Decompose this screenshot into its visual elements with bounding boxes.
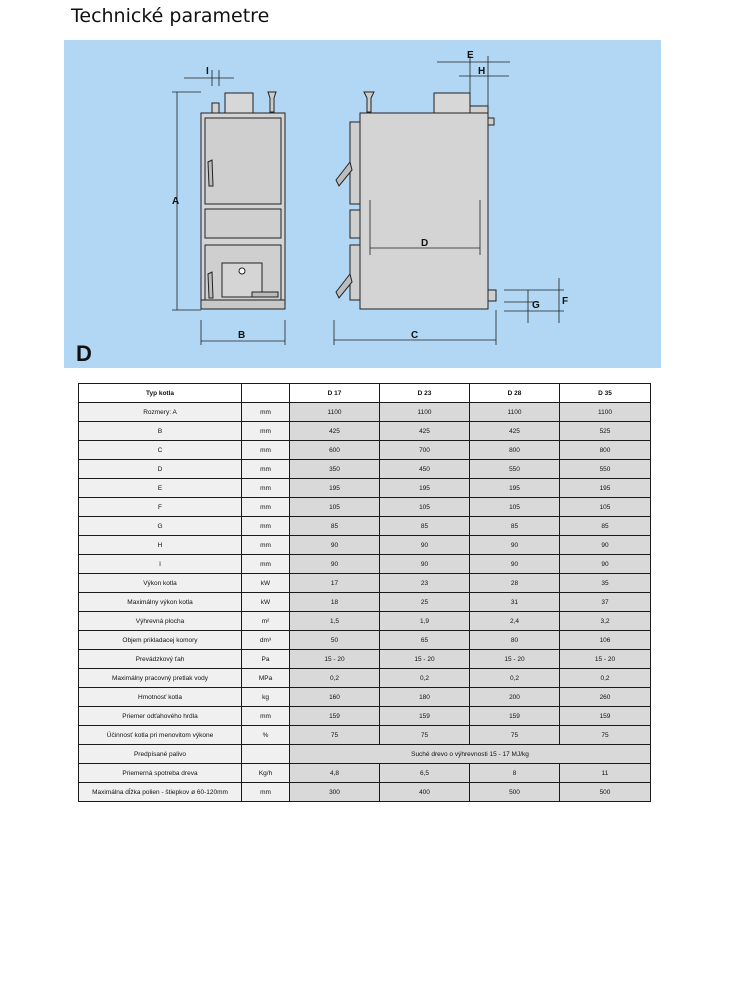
row-value: 90 (290, 536, 380, 555)
table-row (79, 536, 651, 555)
table-row (79, 403, 651, 422)
row-value: 425 (290, 422, 380, 441)
row-label: F (79, 498, 242, 517)
row-value: 1,9 (380, 612, 470, 631)
row-unit: mm (242, 783, 290, 802)
row-value: 85 (470, 517, 560, 536)
row-unit: mm (242, 498, 290, 517)
row-unit: kW (242, 593, 290, 612)
parameters-table (78, 383, 651, 802)
row-value: 18 (290, 593, 380, 612)
row-value: 80 (470, 631, 560, 650)
row-value: 75 (290, 726, 380, 745)
row-value: 90 (290, 555, 380, 574)
dim-e: E (467, 50, 474, 61)
dim-h: H (478, 66, 486, 77)
row-label: E (79, 479, 242, 498)
row-value: 550 (470, 460, 560, 479)
row-value: 800 (470, 441, 560, 460)
row-label: Maximálny výkon kotla (79, 593, 242, 612)
boiler-body-side (360, 113, 488, 309)
row-value: 195 (560, 479, 651, 498)
row-value: 550 (560, 460, 651, 479)
header-model: D 35 (560, 384, 651, 403)
row-label: B (79, 422, 242, 441)
row-label: Priemer odťahového hrdla (79, 707, 242, 726)
row-value: 260 (560, 688, 651, 707)
page-heading: Technické parametre (71, 5, 270, 27)
row-value: 90 (380, 536, 470, 555)
row-label: H (79, 536, 242, 555)
row-unit (242, 745, 290, 764)
row-value: 1100 (290, 403, 380, 422)
row-value: 2,4 (470, 612, 560, 631)
row-unit: mm (242, 422, 290, 441)
row-value: 17 (290, 574, 380, 593)
row-label: Účinnosť kotla pri menovitom výkone (79, 726, 242, 745)
row-value: 200 (470, 688, 560, 707)
row-unit: MPa (242, 669, 290, 688)
table-row (79, 479, 651, 498)
row-value: 160 (290, 688, 380, 707)
row-label: C (79, 441, 242, 460)
row-unit: dm³ (242, 631, 290, 650)
table-row-fuel (79, 745, 651, 764)
header-unit (242, 384, 290, 403)
side-view (336, 92, 496, 309)
row-value: 425 (470, 422, 560, 441)
row-label: G (79, 517, 242, 536)
row-value: 1100 (380, 403, 470, 422)
row-value: 1100 (560, 403, 651, 422)
row-value: 25 (380, 593, 470, 612)
header-model: D 17 (290, 384, 380, 403)
row-unit: mm (242, 536, 290, 555)
row-value: 450 (380, 460, 470, 479)
table-row (79, 726, 651, 745)
variant-label: D (76, 341, 92, 366)
row-unit: mm (242, 479, 290, 498)
dim-f: F (562, 296, 569, 307)
row-value: 75 (470, 726, 560, 745)
row-value: 85 (560, 517, 651, 536)
dim-c: C (411, 330, 419, 341)
boiler-dimension-diagram (64, 40, 661, 368)
row-value: 500 (560, 783, 651, 802)
row-value: 15 - 20 (470, 650, 560, 669)
row-value: 105 (380, 498, 470, 517)
row-value: 4,8 (290, 764, 380, 783)
row-value: 0,2 (560, 669, 651, 688)
front-view (201, 92, 285, 309)
row-label: Výkon kotla (79, 574, 242, 593)
table-header-row (79, 384, 651, 403)
row-unit: Kg/h (242, 764, 290, 783)
row-label: Výhrevná plocha (79, 612, 242, 631)
row-value: 28 (470, 574, 560, 593)
row-value: 159 (290, 707, 380, 726)
row-label: D (79, 460, 242, 479)
row-label: Rozmery: A (79, 403, 242, 422)
row-value: 31 (470, 593, 560, 612)
dim-b: B (238, 330, 246, 341)
row-value: 1100 (470, 403, 560, 422)
row-unit: Pa (242, 650, 290, 669)
dim-a: A (172, 196, 180, 207)
header-model: D 23 (380, 384, 470, 403)
row-unit: mm (242, 441, 290, 460)
table-row (79, 688, 651, 707)
row-value: 0,2 (470, 669, 560, 688)
row-unit: kg (242, 688, 290, 707)
table-row (79, 574, 651, 593)
row-value: 85 (380, 517, 470, 536)
dim-g: G (532, 300, 540, 311)
table-row (79, 422, 651, 441)
row-value: 15 - 20 (560, 650, 651, 669)
row-value: 1,5 (290, 612, 380, 631)
table-row (79, 555, 651, 574)
row-value: 300 (290, 783, 380, 802)
row-value: 0,2 (290, 669, 380, 688)
row-value: 8 (470, 764, 560, 783)
row-value: 15 - 20 (290, 650, 380, 669)
row-value: 159 (380, 707, 470, 726)
row-value: 85 (290, 517, 380, 536)
row-value: 159 (470, 707, 560, 726)
row-value: 90 (470, 536, 560, 555)
row-value: 75 (380, 726, 470, 745)
row-value: 90 (470, 555, 560, 574)
row-value: 400 (380, 783, 470, 802)
fuel-value: Suché drevo o výhrevnosti 15 - 17 MJ/kg (290, 745, 651, 764)
row-value: 15 - 20 (380, 650, 470, 669)
row-value: 6,5 (380, 764, 470, 783)
row-value: 105 (290, 498, 380, 517)
row-value: 3,2 (560, 612, 651, 631)
row-label: Objem prikladacej komory (79, 631, 242, 650)
table-row (79, 517, 651, 536)
row-value: 525 (560, 422, 651, 441)
row-value: 106 (560, 631, 651, 650)
row-unit: kW (242, 574, 290, 593)
row-value: 195 (290, 479, 380, 498)
row-label: Prevádzkový ťah (79, 650, 242, 669)
row-unit: mm (242, 707, 290, 726)
row-value: 700 (380, 441, 470, 460)
row-unit: mm (242, 460, 290, 479)
row-unit: mm (242, 517, 290, 536)
draft-regulator-icon (268, 92, 276, 112)
dim-i: I (206, 66, 209, 77)
row-value: 800 (560, 441, 651, 460)
row-value: 90 (560, 536, 651, 555)
row-label: Maximálna dĺžka polien - štiepkov ø 60-120mm (79, 783, 242, 802)
row-label: Maximálny pracovný pretlak vody (79, 669, 242, 688)
row-value: 0,2 (380, 669, 470, 688)
row-value: 75 (560, 726, 651, 745)
row-value: 425 (380, 422, 470, 441)
row-value: 500 (470, 783, 560, 802)
row-label: Hmotnosť kotla (79, 688, 242, 707)
table-row (79, 612, 651, 631)
table-row (79, 441, 651, 460)
table-row (79, 593, 651, 612)
boiler-drawing (64, 40, 661, 368)
table-row (79, 783, 651, 802)
table-row (79, 498, 651, 517)
row-value: 37 (560, 593, 651, 612)
row-label: Priemerná spotreba dreva (79, 764, 242, 783)
door-handle-icon (208, 160, 213, 186)
header-type: Typ kotla (79, 384, 242, 403)
row-value: 90 (560, 555, 651, 574)
row-label: I (79, 555, 242, 574)
row-unit: % (242, 726, 290, 745)
row-value: 180 (380, 688, 470, 707)
row-label: Predpísané palivo (79, 745, 242, 764)
table-row (79, 764, 651, 783)
header-model: D 28 (470, 384, 560, 403)
row-value: 50 (290, 631, 380, 650)
row-value: 23 (380, 574, 470, 593)
row-value: 600 (290, 441, 380, 460)
dim-d: D (421, 238, 429, 249)
table-row (79, 631, 651, 650)
row-value: 11 (560, 764, 651, 783)
flue-collar (225, 93, 253, 113)
table-row (79, 669, 651, 688)
table-row (79, 650, 651, 669)
table-row (79, 460, 651, 479)
row-unit: m² (242, 612, 290, 631)
row-value: 90 (380, 555, 470, 574)
row-value: 105 (560, 498, 651, 517)
row-unit: mm (242, 403, 290, 422)
row-value: 65 (380, 631, 470, 650)
row-value: 35 (560, 574, 651, 593)
row-value: 195 (380, 479, 470, 498)
table-row (79, 707, 651, 726)
row-value: 159 (560, 707, 651, 726)
row-value: 105 (470, 498, 560, 517)
door-handle-icon-2 (208, 272, 213, 298)
row-value: 195 (470, 479, 560, 498)
row-value: 350 (290, 460, 380, 479)
draft-regulator-side-icon (364, 92, 374, 112)
row-unit: mm (242, 555, 290, 574)
